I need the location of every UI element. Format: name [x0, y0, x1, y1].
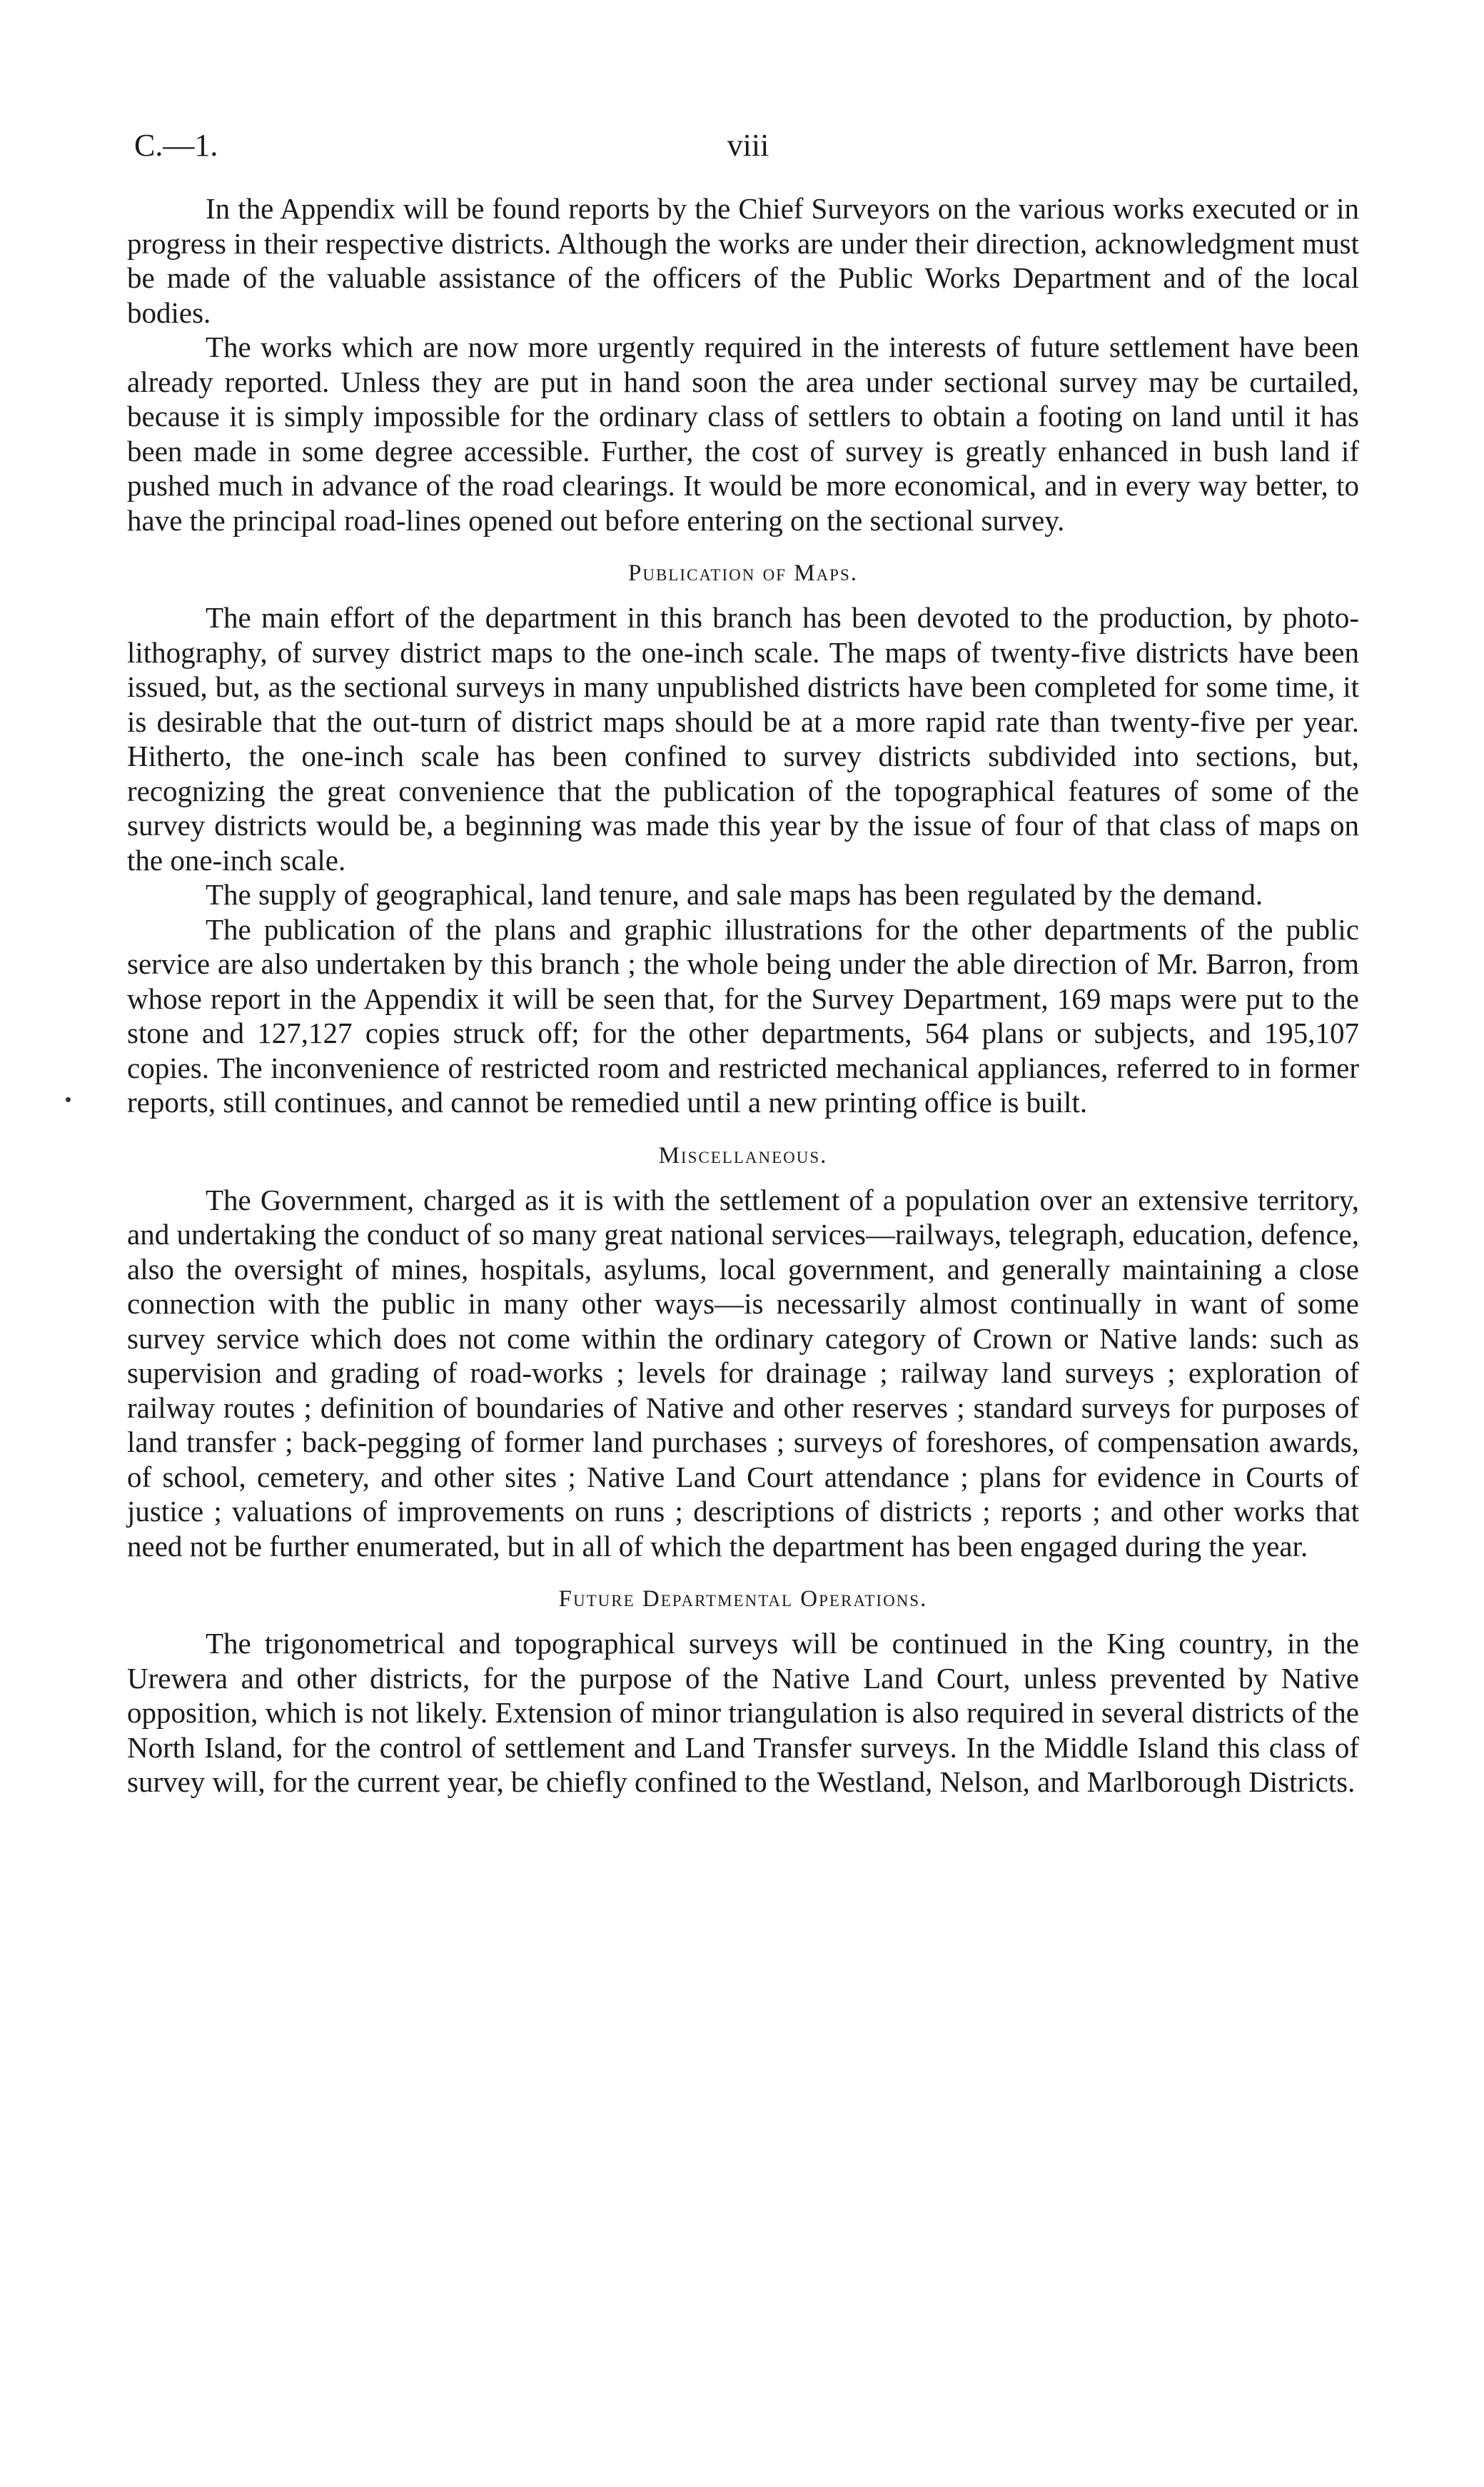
- margin-mark: [66, 1097, 71, 1102]
- section-heading-future-operations: Future Departmental Operations.: [558, 1586, 928, 1612]
- body-text: [127, 191, 1359, 1800]
- document-reference: C.—1.: [134, 128, 218, 163]
- paragraph: The supply of geographical, land tenure, and sale maps has been regulated by the demand.: [206, 878, 1263, 911]
- paragraph: The publication of the plans and graphic illustrations for the other departments of the public service are also undertaken by this branch ; the whole being under the able direction of Mr. Barron, from whose report in the Appendix it will be seen that, for the Survey Department, 169 maps were put to the stone and 127,127 copies struck off; for the other departments, 564 plans or subjects, and 195,107 copies. The inconvenience of restricted room and restricted mechanical appliances, referred to in former reports, still continues, and cannot be remedied until a new printing office is built.: [127, 912, 1359, 1119]
- paragraph: In the Appendix will be found reports by the Chief Surveyors on the various works executed or in progress in their respective districts. Although the works are under their direction, acknowledgment must be made of the valuable assistance of the officers of the Public Works Department and of the local bodies.: [127, 192, 1359, 329]
- paragraph: The works which are now more urgently required in the interests of future settlement have been already reported. Unless they are put in hand soon the area under sectional survey may be curtailed, because it is simply impossible for the ordinary class of settlers to obtain a footing on land until it has been made in some degree accessible. Further, the cost of survey is greatly enhanced in bush land if pushed much in advance of the road clearings. It would be more economical, and in every way better, to have the principal road-lines opened out before entering on the sectional survey.: [127, 331, 1359, 537]
- section-heading-miscellaneous: Miscellaneous.: [658, 1142, 828, 1169]
- section-heading-publication-of-maps: Publication of Maps.: [627, 560, 859, 586]
- paragraph: The Government, charged as it is with the settlement of a population over an extensive territory, and undertaking the conduct of so many great national services—railways, telegraph, education, defence, also the oversight of mines, hospitals, asylums, local government, and generally maintaining a close connection with the public in many other ways—is necessarily almost continually in want of some survey service which does not come within the ordinary category of Crown or Native lands: such as supervision and grading of road-works ; levels for drainage ; railway land surveys ; exploration of railway routes ; definition of boundaries of Native and other reserves ; standard surveys for purposes of land transfer ; back-pegging of former land purchases ; surveys of foreshores, of compensation awards, of school, cemetery, and other sites ; Native Land Court attendance ; plans for evidence in Courts of justice ; valuations of improvements on runs ; descriptions of districts ; reports ; and other works that need not be further enumerated, but in all of which the department has been engaged during the year.: [127, 1183, 1359, 1563]
- page-number: viii: [727, 128, 769, 163]
- paragraph: The main effort of the department in this branch has been devoted to the production, by photo-lithography, of survey district maps to the one-inch scale. The maps of twenty-five districts have been issued, but, as the sectional surveys in many unpublished districts have been completed for some time, it is desirable that the out-turn of district maps should be at a more rapid rate than twenty-five per year. Hitherto, the one-inch scale has been confined to survey districts subdivided into sections, but, recognizing the great convenience that the publication of the topographical features of some of the survey districts would be, a beginning was made this year by the issue of four of that class of maps on the one-inch scale.: [127, 601, 1359, 877]
- page-header: [134, 127, 1362, 170]
- paragraph: The trigonometrical and topographical surveys will be continued in the King country, in the Urewera and other districts, for the purpose of the Native Land Court, unless prevented by Native opposition, which is not likely. Extension of minor triangulation is also required in several districts of the North Island, for the control of settlement and Land Transfer surveys. In the Middle Island this class of survey will, for the current year, be chiefly confined to the Westland, Nelson, and Marlborough Districts.: [127, 1627, 1359, 1798]
